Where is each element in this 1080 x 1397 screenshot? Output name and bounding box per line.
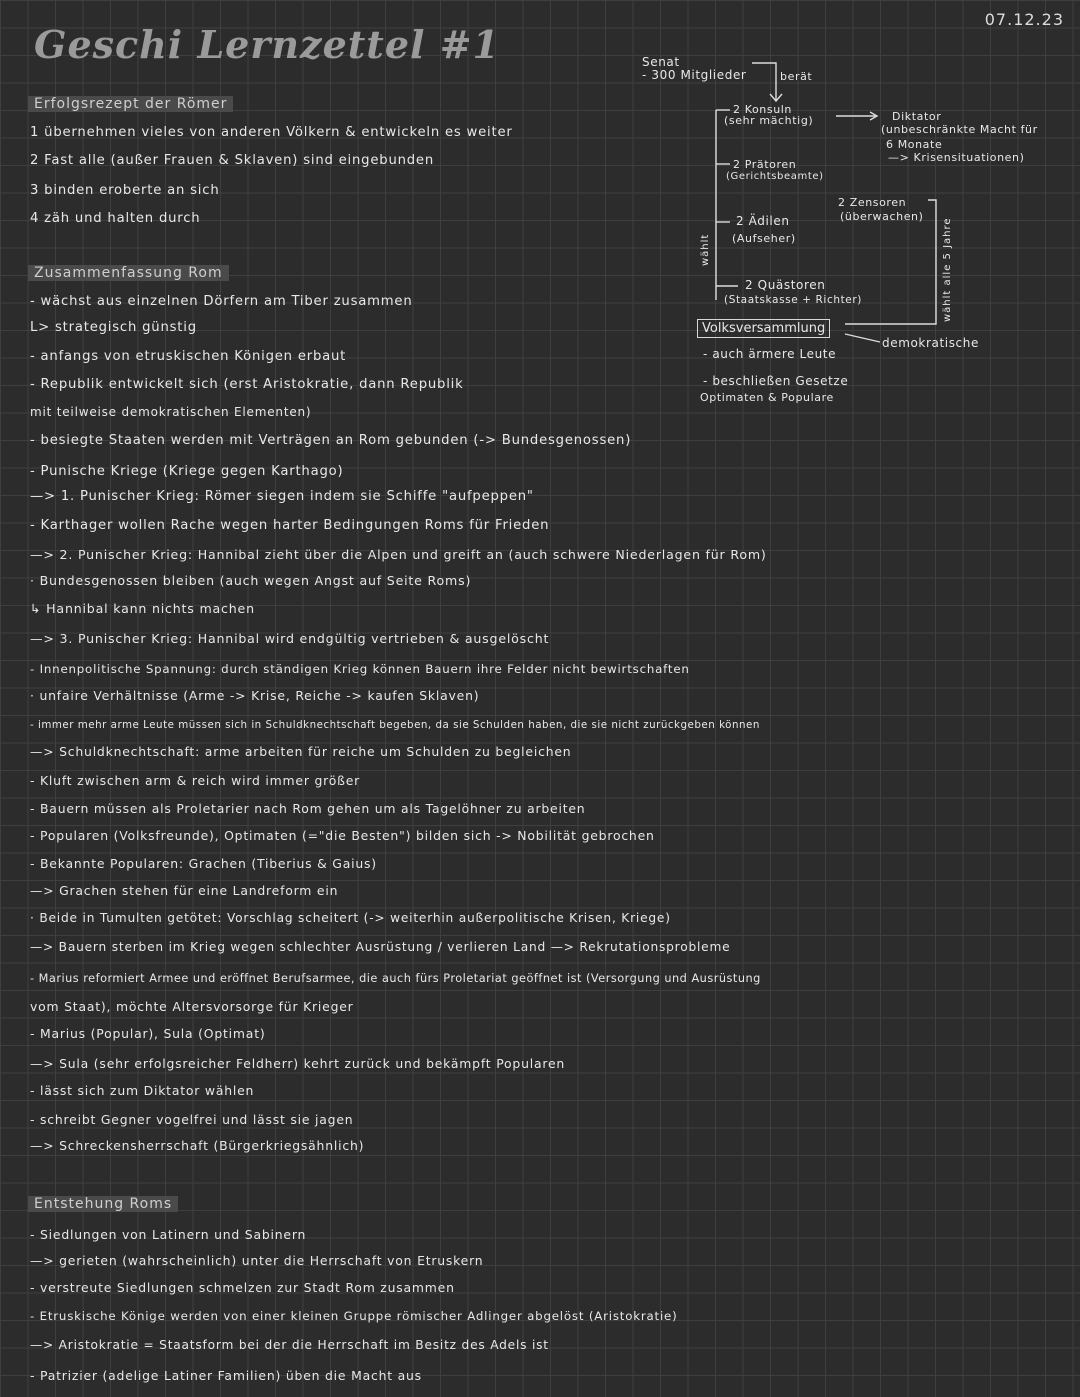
waehlt-5-jahre-label: wählt alle 5 Jahre: [942, 217, 953, 322]
senat-members: - 300 Mitglieder: [642, 68, 747, 82]
list-item: 1 übernehmen vieles von anderen Völkern & entwickeln es weiter: [30, 125, 513, 140]
volk-note: Optimaten & Populare: [700, 391, 834, 404]
list-item: - Bekannte Popularen: Grachen (Tiberius & Gaius): [30, 856, 377, 871]
list-item: - schreibt Gegner vogelfrei und lässt sie jagen: [30, 1112, 354, 1127]
list-item: 3 binden eroberte an sich: [30, 183, 220, 198]
diktator-note: 6 Monate: [886, 138, 943, 151]
list-item: —> Schuldknechtschaft: arme arbeiten für reiche um Schulden zu begleichen: [30, 744, 572, 759]
list-item: ↳ Hannibal kann nichts machen: [30, 601, 255, 616]
volk-note: - beschließen Gesetze: [703, 374, 849, 388]
list-item: 4 zäh und halten durch: [30, 211, 201, 226]
zensoren-label: 2 Zensoren: [838, 196, 907, 209]
list-item: —> gerieten (wahrscheinlich) unter die Herrschaft von Etruskern: [30, 1253, 484, 1268]
konsuln-note: (sehr mächtig): [724, 114, 814, 127]
list-item: - immer mehr arme Leute müssen sich in Schuldknechtschaft begeben, da sie Schulden haben, die sie nicht zurückgeben können: [30, 719, 760, 731]
page-title: Geschi Lernzettel #1: [34, 22, 500, 67]
list-item: —> Bauern sterben im Krieg wegen schlechter Ausrüstung / verlieren Land —> Rekrutationsprobleme: [30, 940, 731, 954]
demokratische-label: demokratische: [882, 336, 979, 350]
list-item: - anfangs von etruskischen Königen erbaut: [30, 349, 347, 364]
list-item: - Republik entwickelt sich (erst Aristokratie, dann Republik: [30, 377, 464, 392]
list-item: - Kluft zwischen arm & reich wird immer größer: [30, 773, 361, 788]
list-item: —> Grachen stehen für eine Landreform ein: [30, 883, 339, 898]
list-item: - wächst aus einzelnen Dörfern am Tiber zusammen: [30, 294, 413, 309]
list-item: vom Staat), möchte Altersvorsorge für Krieger: [30, 999, 354, 1014]
list-item: - Patrizier (adelige Latiner Familien) üben die Macht aus: [30, 1368, 422, 1383]
senat-label: Senat: [642, 55, 680, 69]
section-heading-zusammenfassung: Zusammenfassung Rom: [28, 265, 229, 281]
quaestoren-label: 2 Quästoren: [745, 278, 826, 292]
list-item: —> 1. Punischer Krieg: Römer siegen indem sie Schiffe "aufpeppen": [30, 489, 534, 504]
volksversammlung-box: Volksversammlung: [697, 319, 830, 338]
list-item: - Marius (Popular), Sula (Optimat): [30, 1026, 266, 1041]
waehlt-label: wählt: [700, 233, 711, 266]
list-item: - Karthager wollen Rache wegen harter Bedingungen Roms für Frieden: [30, 518, 550, 533]
list-item: —> Aristokratie = Staatsform bei der die Herrschaft im Besitz des Adels ist: [30, 1338, 549, 1352]
list-item: · unfaire Verhältnisse (Arme -> Krise, Reiche -> kaufen Sklaven): [30, 688, 480, 703]
volk-note: - auch ärmere Leute: [703, 347, 837, 361]
list-item: - Siedlungen von Latinern und Sabinern: [30, 1227, 307, 1242]
aedilen-note: (Aufseher): [732, 232, 796, 245]
list-item: L> strategisch günstig: [30, 320, 197, 335]
diktator-label: Diktator: [892, 110, 942, 123]
konsuln-label: 2 Konsuln: [733, 103, 792, 116]
list-item: —> 3. Punischer Krieg: Hannibal wird endgültig vertrieben & ausgelöscht: [30, 631, 550, 646]
list-item: - lässt sich zum Diktator wählen: [30, 1083, 255, 1098]
diktator-note: (unbeschränkte Macht für: [881, 123, 1038, 136]
list-item: mit teilweise demokratischen Elementen): [30, 405, 312, 419]
list-item: —> Sula (sehr erfolgsreicher Feldherr) kehrt zurück und bekämpft Popularen: [30, 1056, 566, 1071]
zensoren-note: (überwachen): [840, 210, 924, 223]
list-item: - Punische Kriege (Kriege gegen Karthago): [30, 464, 344, 479]
quaestoren-note: (Staatskasse + Richter): [724, 294, 862, 306]
list-item: - Etruskische Könige werden von einer kleinen Gruppe römischer Adlinger abgelöst (Aristokratie): [30, 1309, 678, 1323]
list-item: - besiegte Staaten werden mit Verträgen an Rom gebunden (-> Bundesgenossen): [30, 433, 632, 448]
date: 07.12.23: [984, 10, 1064, 29]
list-item: —> Schreckensherrschaft (Bürgerkriegsähnlich): [30, 1138, 365, 1153]
list-item: —> 2. Punischer Krieg: Hannibal zieht über die Alpen und greift an (auch schwere Niederlagen für Rom): [30, 547, 767, 562]
praetoren-note: (Gerichtsbeamte): [726, 171, 824, 182]
section-heading-entstehung: Entstehung Roms: [28, 1196, 178, 1212]
beraet-label: berät: [780, 70, 813, 83]
list-item: - Marius reformiert Armee und eröffnet Berufsarmee, die auch fürs Proletariat geöffnet ist (Versorgung und Ausrüstung: [30, 972, 761, 985]
aedilen-label: 2 Ädilen: [736, 214, 790, 228]
praetoren-label: 2 Prätoren: [733, 158, 797, 171]
list-item: · Bundesgenossen bleiben (auch wegen Angst auf Seite Roms): [30, 573, 472, 588]
list-item: - verstreute Siedlungen schmelzen zur Stadt Rom zusammen: [30, 1280, 455, 1295]
list-item: - Popularen (Volksfreunde), Optimaten (="die Besten") bilden sich -> Nobilität gebrochen: [30, 828, 655, 843]
list-item: - Bauern müssen als Proletarier nach Rom gehen um als Tagelöhner zu arbeiten: [30, 801, 586, 816]
section-heading-erfolgsrezept: Erfolgsrezept der Römer: [28, 96, 233, 112]
list-item: · Beide in Tumulten getötet: Vorschlag scheitert (-> weiterhin außerpolitische Krisen, Kriege): [30, 911, 671, 925]
diktator-note: —> Krisensituationen): [888, 151, 1025, 164]
list-item: - Innenpolitische Spannung: durch ständigen Krieg können Bauern ihre Felder nicht bewirtschaften: [30, 662, 690, 676]
list-item: 2 Fast alle (außer Frauen & Sklaven) sind eingebunden: [30, 153, 434, 168]
